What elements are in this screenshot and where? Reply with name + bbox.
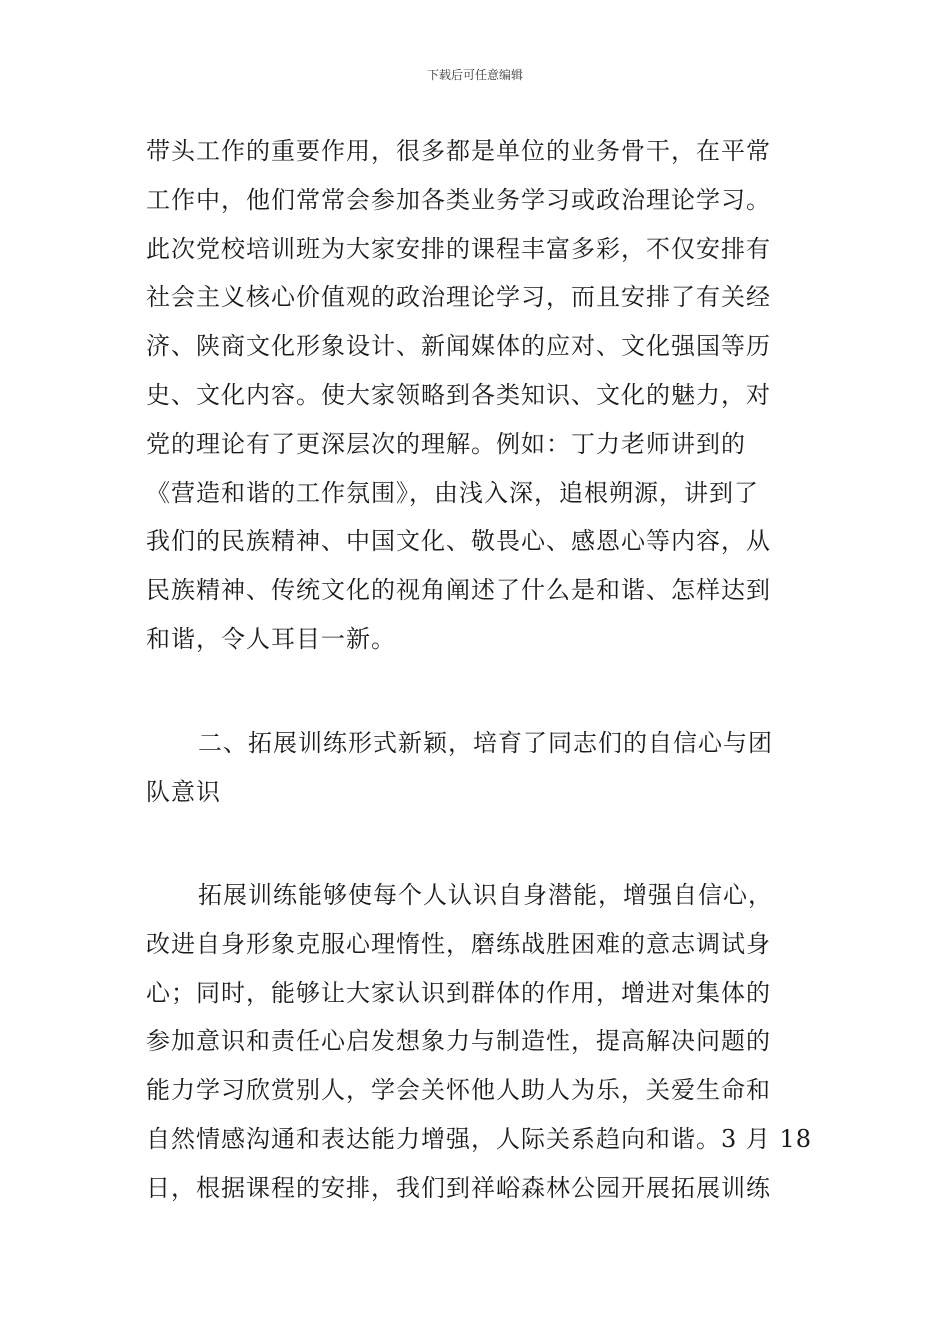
text-line: 改进自身形象克服心理惰性，磨练战胜困难的意志调试身 xyxy=(146,929,771,958)
text-line: 史、文化内容。使大家领略到各类知识、文化的魅力，对 xyxy=(146,380,771,409)
section-heading-2 xyxy=(146,719,808,817)
paragraph-2 xyxy=(146,871,813,1213)
text-line: 党的理论有了更深层次的理解。例如：丁力老师讲到的 xyxy=(146,429,746,458)
text-line: 心；同时，能够让大家认识到群体的作用，增进对集体的 xyxy=(146,978,771,1007)
text-line: 拓展训练能够使每个人认识自身潜能，增强自信心， xyxy=(198,881,773,909)
text-line: 《营造和谐的工作氛围》，由浅入深，追根朔源，讲到了 xyxy=(146,478,759,507)
text-line: 工作中，他们常常会参加各类业务学习或政治理论学习。 xyxy=(146,185,771,214)
text-line: 济、陕商文化形象设计、新闻媒体的应对、文化强国等历 xyxy=(146,332,771,361)
text-line: 能力学习欣赏别人，学会关怀他人助人为乐，关爱生命和 xyxy=(146,1076,771,1105)
heading-line: 二、拓展训练形式新颖，培育了同志们的自信心与团 xyxy=(198,729,773,757)
text-line: 民族精神、传统文化的视角阐述了什么是和谐、怎样达到 xyxy=(146,576,771,605)
text-line: 和谐，令人耳目一新。 xyxy=(146,624,396,653)
heading-line: 队意识 xyxy=(146,777,221,806)
page-header: 下载后可任意编辑 xyxy=(426,68,523,82)
text-line: 日，根据课程的安排，我们到祥峪森林公园开展拓展训练 xyxy=(146,1173,771,1202)
text-line: 参加意识和责任心启发想象力与制造性，提高解决问题的 xyxy=(146,1027,771,1056)
text-line: 社会主义核心价值观的政治理论学习，而且安排了有关经 xyxy=(146,283,771,312)
text-line: 自然情感沟通和表达能力增强，人际关系趋向和谐。3 月 18 xyxy=(146,1124,813,1153)
text-line: 此次党校培训班为大家安排的课程丰富多彩，不仅安排有 xyxy=(146,234,771,263)
paragraph-1 xyxy=(146,127,808,664)
text-line: 我们的民族精神、中国文化、敬畏心、感恩心等内容，从 xyxy=(146,527,771,556)
text-line: 带头工作的重要作用，很多都是单位的业务骨干，在平常 xyxy=(146,137,771,165)
